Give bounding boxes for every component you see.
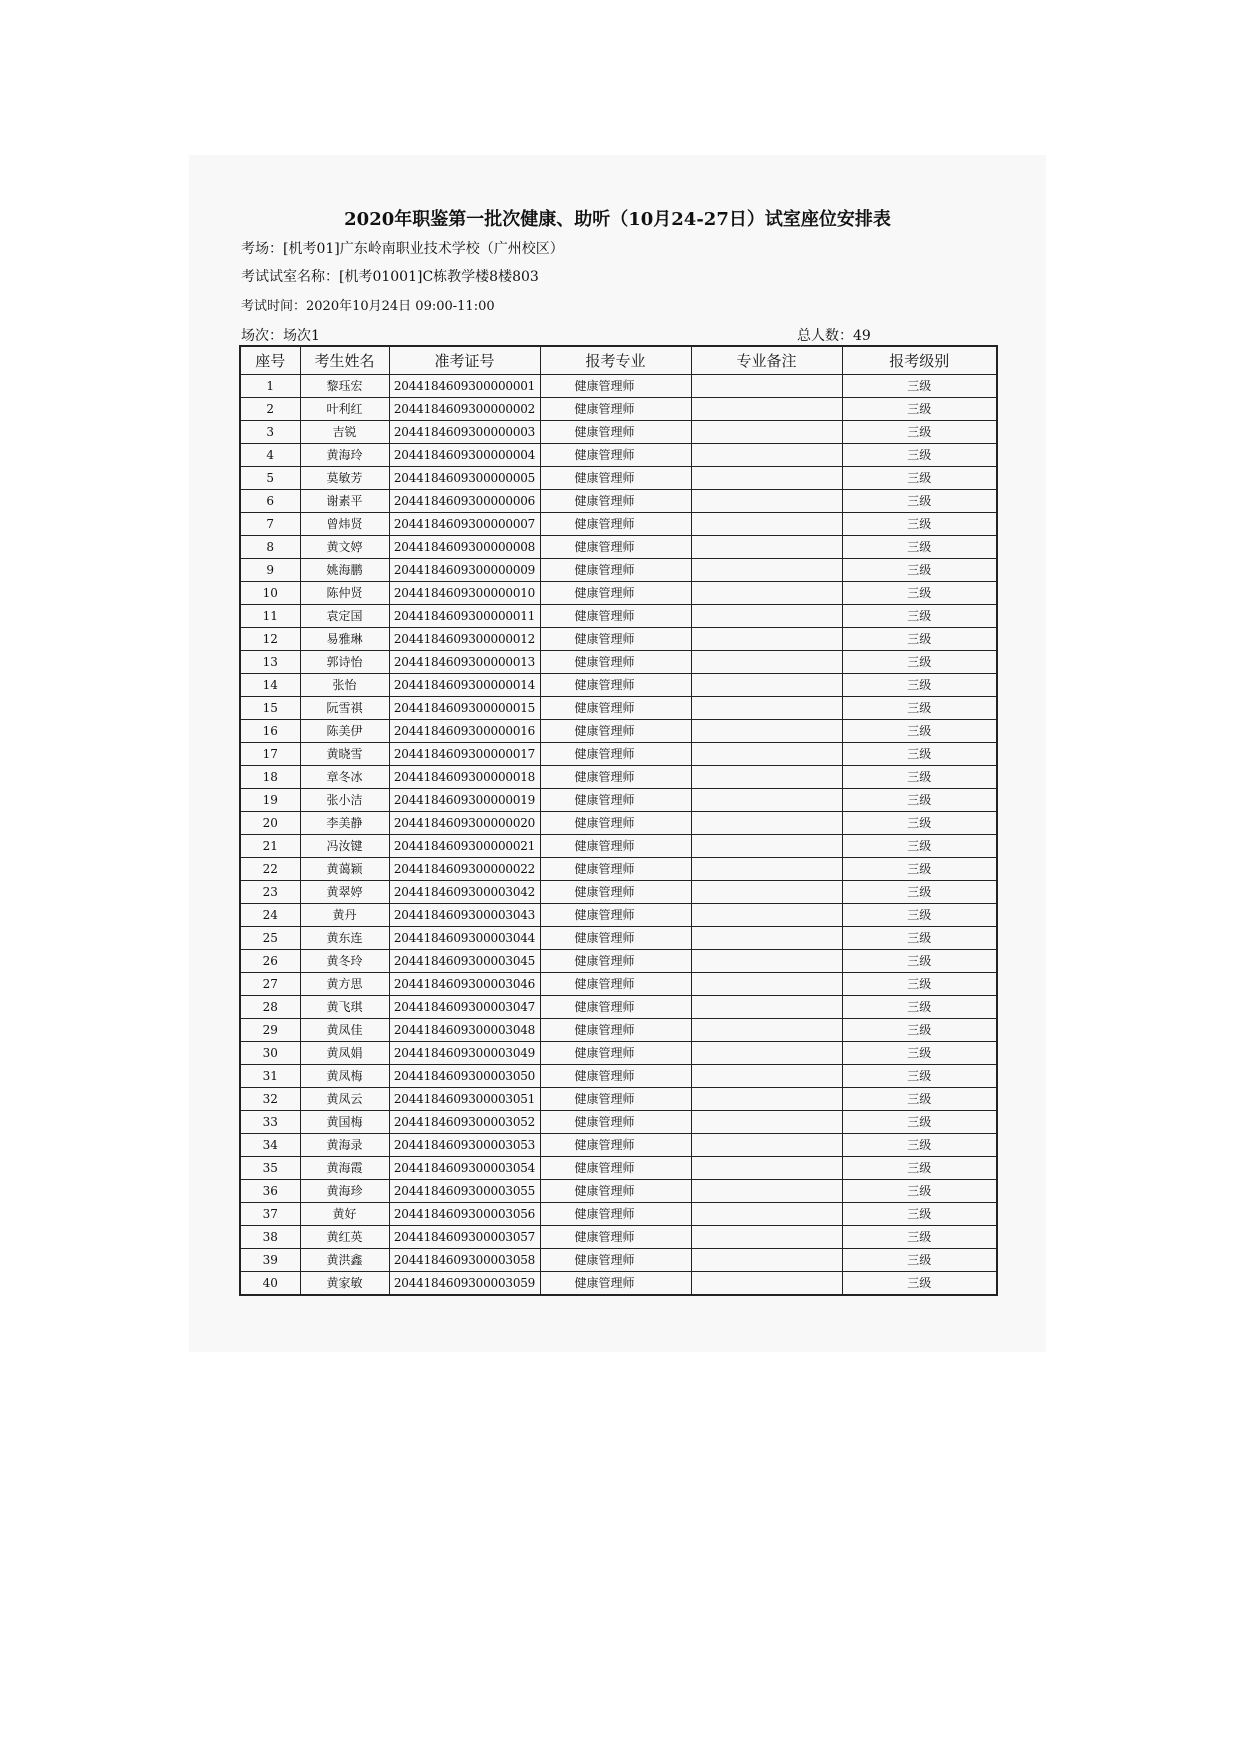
- ticket-number-cell: 2044184609300003048: [389, 1019, 540, 1042]
- candidate-name-cell: 袁定国: [300, 605, 389, 628]
- major-note-cell: [691, 720, 842, 743]
- table-row: [240, 1272, 997, 1296]
- seat-number-cell: 20: [240, 812, 300, 835]
- ticket-number-cell: 2044184609300003055: [389, 1180, 540, 1203]
- major-note-cell: [691, 1111, 842, 1134]
- level-cell: 三级: [842, 904, 997, 927]
- major-cell: 健康管理师: [540, 1249, 691, 1272]
- ticket-number-cell: 2044184609300003045: [389, 950, 540, 973]
- seat-number-cell: 4: [240, 444, 300, 467]
- candidate-name-cell: 吉锐: [300, 421, 389, 444]
- candidate-name-cell: 莫敏芳: [300, 467, 389, 490]
- seat-number-cell: 29: [240, 1019, 300, 1042]
- table-row: [240, 743, 997, 766]
- table-row: [240, 1157, 997, 1180]
- table-row: [240, 697, 997, 720]
- major-cell: 健康管理师: [540, 1111, 691, 1134]
- major-cell: 健康管理师: [540, 1065, 691, 1088]
- table-row: [240, 789, 997, 812]
- level-cell: 三级: [842, 375, 997, 398]
- candidate-name-cell: 黄海珍: [300, 1180, 389, 1203]
- candidate-name-cell: 黄飞琪: [300, 996, 389, 1019]
- ticket-number-cell: 2044184609300000016: [389, 720, 540, 743]
- major-note-cell: [691, 1157, 842, 1180]
- candidate-name-cell: 黄海玲: [300, 444, 389, 467]
- table-header-row: [240, 346, 997, 375]
- major-cell: 健康管理师: [540, 1019, 691, 1042]
- major-note-cell: [691, 1226, 842, 1249]
- total-count: 总人数：49: [797, 328, 871, 344]
- seat-number-cell: 12: [240, 628, 300, 651]
- major-cell: 健康管理师: [540, 1226, 691, 1249]
- major-note-cell: [691, 513, 842, 536]
- table-row: [240, 1134, 997, 1157]
- candidate-name-cell: 黎珏宏: [300, 375, 389, 398]
- major-note-cell: [691, 950, 842, 973]
- major-note-cell: [691, 1088, 842, 1111]
- seat-number-cell: 13: [240, 651, 300, 674]
- major-note-cell: [691, 697, 842, 720]
- ticket-number-cell: 2044184609300000012: [389, 628, 540, 651]
- ticket-number-cell: 2044184609300003058: [389, 1249, 540, 1272]
- ticket-number-cell: 2044184609300000021: [389, 835, 540, 858]
- seat-number-cell: 37: [240, 1203, 300, 1226]
- seat-number-cell: 19: [240, 789, 300, 812]
- level-cell: 三级: [842, 812, 997, 835]
- major-note-cell: [691, 1180, 842, 1203]
- major-cell: 健康管理师: [540, 582, 691, 605]
- candidate-name-cell: 郭诗怡: [300, 651, 389, 674]
- major-cell: 健康管理师: [540, 375, 691, 398]
- candidate-name-cell: 黄海霞: [300, 1157, 389, 1180]
- seat-number-cell: 8: [240, 536, 300, 559]
- candidate-name-cell: 李美静: [300, 812, 389, 835]
- level-cell: 三级: [842, 513, 997, 536]
- candidate-name-cell: 黄文婷: [300, 536, 389, 559]
- candidate-name-cell: 黄洪鑫: [300, 1249, 389, 1272]
- ticket-number-cell: 2044184609300000022: [389, 858, 540, 881]
- table-row: [240, 904, 997, 927]
- major-cell: 健康管理师: [540, 766, 691, 789]
- seat-number-cell: 30: [240, 1042, 300, 1065]
- level-cell: 三级: [842, 1134, 997, 1157]
- level-cell: 三级: [842, 1203, 997, 1226]
- level-cell: 三级: [842, 835, 997, 858]
- header-seat: 座号: [240, 346, 300, 375]
- level-cell: 三级: [842, 1157, 997, 1180]
- major-cell: 健康管理师: [540, 720, 691, 743]
- ticket-number-cell: 2044184609300003050: [389, 1065, 540, 1088]
- major-note-cell: [691, 812, 842, 835]
- candidate-name-cell: 陈仲贤: [300, 582, 389, 605]
- ticket-number-cell: 2044184609300003042: [389, 881, 540, 904]
- ticket-number-cell: 2044184609300003043: [389, 904, 540, 927]
- header-major: 报考专业: [540, 346, 691, 375]
- ticket-number-cell: 2044184609300000015: [389, 697, 540, 720]
- ticket-number-cell: 2044184609300003046: [389, 973, 540, 996]
- seat-number-cell: 33: [240, 1111, 300, 1134]
- seat-number-cell: 28: [240, 996, 300, 1019]
- table-row: [240, 513, 997, 536]
- level-cell: 三级: [842, 973, 997, 996]
- document-page: [189, 155, 1046, 1352]
- level-cell: 三级: [842, 444, 997, 467]
- major-cell: 健康管理师: [540, 1042, 691, 1065]
- major-cell: 健康管理师: [540, 605, 691, 628]
- major-cell: 健康管理师: [540, 927, 691, 950]
- major-cell: 健康管理师: [540, 467, 691, 490]
- level-cell: 三级: [842, 651, 997, 674]
- ticket-number-cell: 2044184609300000010: [389, 582, 540, 605]
- seat-number-cell: 15: [240, 697, 300, 720]
- level-cell: 三级: [842, 1065, 997, 1088]
- major-note-cell: [691, 421, 842, 444]
- candidate-name-cell: 张小洁: [300, 789, 389, 812]
- major-cell: 健康管理师: [540, 1134, 691, 1157]
- exam-venue: 考场：[机考01]广东岭南职业技术学校（广州校区）: [241, 241, 564, 257]
- candidate-name-cell: 易雅琳: [300, 628, 389, 651]
- table-row: [240, 950, 997, 973]
- ticket-number-cell: 2044184609300003054: [389, 1157, 540, 1180]
- major-cell: 健康管理师: [540, 812, 691, 835]
- major-note-cell: [691, 674, 842, 697]
- ticket-number-cell: 2044184609300000006: [389, 490, 540, 513]
- ticket-number-cell: 2044184609300003053: [389, 1134, 540, 1157]
- level-cell: 三级: [842, 1180, 997, 1203]
- level-cell: 三级: [842, 628, 997, 651]
- level-cell: 三级: [842, 490, 997, 513]
- seat-number-cell: 1: [240, 375, 300, 398]
- seat-number-cell: 3: [240, 421, 300, 444]
- major-note-cell: [691, 375, 842, 398]
- ticket-number-cell: 2044184609300003049: [389, 1042, 540, 1065]
- ticket-number-cell: 2044184609300000004: [389, 444, 540, 467]
- level-cell: 三级: [842, 1088, 997, 1111]
- seat-number-cell: 39: [240, 1249, 300, 1272]
- major-cell: 健康管理师: [540, 559, 691, 582]
- candidate-name-cell: 阮雪祺: [300, 697, 389, 720]
- major-cell: 健康管理师: [540, 904, 691, 927]
- table-row: [240, 812, 997, 835]
- seat-number-cell: 38: [240, 1226, 300, 1249]
- candidate-name-cell: 黄凤佳: [300, 1019, 389, 1042]
- table-row: [240, 444, 997, 467]
- major-cell: 健康管理师: [540, 950, 691, 973]
- table-row: [240, 973, 997, 996]
- seat-number-cell: 9: [240, 559, 300, 582]
- seat-number-cell: 22: [240, 858, 300, 881]
- seat-number-cell: 32: [240, 1088, 300, 1111]
- seat-number-cell: 10: [240, 582, 300, 605]
- header-ticket-number: 准考证号: [389, 346, 540, 375]
- seat-number-cell: 7: [240, 513, 300, 536]
- major-cell: 健康管理师: [540, 1203, 691, 1226]
- major-cell: 健康管理师: [540, 628, 691, 651]
- candidate-name-cell: 黄海录: [300, 1134, 389, 1157]
- table-row: [240, 1180, 997, 1203]
- major-cell: 健康管理师: [540, 398, 691, 421]
- table-row: [240, 766, 997, 789]
- major-note-cell: [691, 444, 842, 467]
- seat-number-cell: 26: [240, 950, 300, 973]
- seat-number-cell: 17: [240, 743, 300, 766]
- candidate-name-cell: 黄冬玲: [300, 950, 389, 973]
- seat-number-cell: 34: [240, 1134, 300, 1157]
- table-row: [240, 1042, 997, 1065]
- level-cell: 三级: [842, 743, 997, 766]
- major-note-cell: [691, 858, 842, 881]
- table-row: [240, 398, 997, 421]
- major-cell: 健康管理师: [540, 490, 691, 513]
- level-cell: 三级: [842, 858, 997, 881]
- seat-number-cell: 27: [240, 973, 300, 996]
- candidate-name-cell: 谢素平: [300, 490, 389, 513]
- ticket-number-cell: 2044184609300000017: [389, 743, 540, 766]
- seat-number-cell: 16: [240, 720, 300, 743]
- table-row: [240, 490, 997, 513]
- candidate-name-cell: 黄好: [300, 1203, 389, 1226]
- level-cell: 三级: [842, 1272, 997, 1296]
- table-row: [240, 881, 997, 904]
- major-cell: 健康管理师: [540, 743, 691, 766]
- level-cell: 三级: [842, 1226, 997, 1249]
- header-major-note: 专业备注: [691, 346, 842, 375]
- ticket-number-cell: 2044184609300003047: [389, 996, 540, 1019]
- ticket-number-cell: 2044184609300000018: [389, 766, 540, 789]
- exam-session: 场次：场次1: [241, 328, 320, 344]
- table-row: [240, 996, 997, 1019]
- candidate-name-cell: 黄东连: [300, 927, 389, 950]
- ticket-number-cell: 2044184609300000005: [389, 467, 540, 490]
- seat-number-cell: 25: [240, 927, 300, 950]
- table-row: [240, 720, 997, 743]
- candidate-name-cell: 张怡: [300, 674, 389, 697]
- level-cell: 三级: [842, 398, 997, 421]
- ticket-number-cell: 2044184609300000011: [389, 605, 540, 628]
- seat-number-cell: 21: [240, 835, 300, 858]
- ticket-number-cell: 2044184609300000009: [389, 559, 540, 582]
- ticket-number-cell: 2044184609300003044: [389, 927, 540, 950]
- major-note-cell: [691, 651, 842, 674]
- major-note-cell: [691, 605, 842, 628]
- major-note-cell: [691, 1272, 842, 1296]
- major-cell: 健康管理师: [540, 881, 691, 904]
- candidate-name-cell: 叶利红: [300, 398, 389, 421]
- table-row: [240, 536, 997, 559]
- major-note-cell: [691, 1134, 842, 1157]
- ticket-number-cell: 2044184609300000019: [389, 789, 540, 812]
- table-row: [240, 628, 997, 651]
- major-note-cell: [691, 1249, 842, 1272]
- candidate-name-cell: 黄晓雪: [300, 743, 389, 766]
- table-row: [240, 858, 997, 881]
- table-row: [240, 1203, 997, 1226]
- major-cell: 健康管理师: [540, 1180, 691, 1203]
- level-cell: 三级: [842, 1111, 997, 1134]
- level-cell: 三级: [842, 605, 997, 628]
- seat-number-cell: 11: [240, 605, 300, 628]
- candidate-name-cell: 姚海鹏: [300, 559, 389, 582]
- seat-number-cell: 40: [240, 1272, 300, 1296]
- level-cell: 三级: [842, 582, 997, 605]
- seat-number-cell: 2: [240, 398, 300, 421]
- table-row: [240, 674, 997, 697]
- seat-number-cell: 18: [240, 766, 300, 789]
- candidate-name-cell: 黄凤云: [300, 1088, 389, 1111]
- table-row: [240, 559, 997, 582]
- ticket-number-cell: 2044184609300000007: [389, 513, 540, 536]
- table-row: [240, 927, 997, 950]
- table-row: [240, 375, 997, 398]
- candidate-name-cell: 冯汝键: [300, 835, 389, 858]
- candidate-name-cell: 黄家敏: [300, 1272, 389, 1296]
- candidate-name-cell: 黄凤娟: [300, 1042, 389, 1065]
- ticket-number-cell: 2044184609300000020: [389, 812, 540, 835]
- candidate-name-cell: 曾炜贤: [300, 513, 389, 536]
- seat-number-cell: 35: [240, 1157, 300, 1180]
- major-note-cell: [691, 904, 842, 927]
- page-title: 2020年职鉴第一批次健康、助听（10月24-27日）试室座位安排表: [344, 209, 891, 230]
- level-cell: 三级: [842, 720, 997, 743]
- ticket-number-cell: 2044184609300000003: [389, 421, 540, 444]
- major-note-cell: [691, 743, 842, 766]
- major-cell: 健康管理师: [540, 421, 691, 444]
- major-cell: 健康管理师: [540, 1157, 691, 1180]
- major-note-cell: [691, 490, 842, 513]
- major-note-cell: [691, 927, 842, 950]
- ticket-number-cell: 2044184609300003051: [389, 1088, 540, 1111]
- major-note-cell: [691, 582, 842, 605]
- level-cell: 三级: [842, 536, 997, 559]
- candidate-name-cell: 陈美伊: [300, 720, 389, 743]
- major-note-cell: [691, 973, 842, 996]
- table-row: [240, 1249, 997, 1272]
- major-cell: 健康管理师: [540, 973, 691, 996]
- table-row: [240, 1065, 997, 1088]
- header-level: 报考级别: [842, 346, 997, 375]
- major-note-cell: [691, 789, 842, 812]
- exam-time: 考试时间：2020年10月24日 09:00-11:00: [241, 299, 495, 314]
- seat-number-cell: 23: [240, 881, 300, 904]
- major-note-cell: [691, 1019, 842, 1042]
- major-cell: 健康管理师: [540, 789, 691, 812]
- level-cell: 三级: [842, 1249, 997, 1272]
- major-cell: 健康管理师: [540, 697, 691, 720]
- seat-arrangement-table: [239, 345, 998, 1296]
- level-cell: 三级: [842, 559, 997, 582]
- major-cell: 健康管理师: [540, 674, 691, 697]
- candidate-name-cell: 黄国梅: [300, 1111, 389, 1134]
- major-note-cell: [691, 536, 842, 559]
- major-cell: 健康管理师: [540, 651, 691, 674]
- major-cell: 健康管理师: [540, 835, 691, 858]
- table-row: [240, 1088, 997, 1111]
- table-row: [240, 582, 997, 605]
- major-cell: 健康管理师: [540, 858, 691, 881]
- candidate-name-cell: 黄凤梅: [300, 1065, 389, 1088]
- level-cell: 三级: [842, 996, 997, 1019]
- seat-number-cell: 24: [240, 904, 300, 927]
- table-row: [240, 1111, 997, 1134]
- ticket-number-cell: 2044184609300003059: [389, 1272, 540, 1296]
- candidate-name-cell: 黄红英: [300, 1226, 389, 1249]
- major-cell: 健康管理师: [540, 996, 691, 1019]
- ticket-number-cell: 2044184609300000008: [389, 536, 540, 559]
- major-note-cell: [691, 1065, 842, 1088]
- table-row: [240, 1226, 997, 1249]
- major-note-cell: [691, 559, 842, 582]
- major-cell: 健康管理师: [540, 444, 691, 467]
- table-body: [240, 375, 997, 1296]
- ticket-number-cell: 2044184609300000002: [389, 398, 540, 421]
- ticket-number-cell: 2044184609300003057: [389, 1226, 540, 1249]
- level-cell: 三级: [842, 697, 997, 720]
- level-cell: 三级: [842, 1042, 997, 1065]
- candidate-name-cell: 黄蔼颖: [300, 858, 389, 881]
- table-row: [240, 835, 997, 858]
- level-cell: 三级: [842, 1019, 997, 1042]
- major-note-cell: [691, 766, 842, 789]
- major-cell: 健康管理师: [540, 536, 691, 559]
- seat-number-cell: 36: [240, 1180, 300, 1203]
- ticket-number-cell: 2044184609300000014: [389, 674, 540, 697]
- major-note-cell: [691, 1042, 842, 1065]
- ticket-number-cell: 2044184609300003052: [389, 1111, 540, 1134]
- candidate-name-cell: 黄丹: [300, 904, 389, 927]
- major-cell: 健康管理师: [540, 513, 691, 536]
- candidate-name-cell: 黄方思: [300, 973, 389, 996]
- level-cell: 三级: [842, 950, 997, 973]
- candidate-name-cell: 黄翠婷: [300, 881, 389, 904]
- major-note-cell: [691, 835, 842, 858]
- seat-number-cell: 5: [240, 467, 300, 490]
- level-cell: 三级: [842, 674, 997, 697]
- table-row: [240, 467, 997, 490]
- major-note-cell: [691, 467, 842, 490]
- header-name: 考生姓名: [300, 346, 389, 375]
- level-cell: 三级: [842, 881, 997, 904]
- table-row: [240, 421, 997, 444]
- level-cell: 三级: [842, 789, 997, 812]
- ticket-number-cell: 2044184609300000001: [389, 375, 540, 398]
- table-row: [240, 605, 997, 628]
- major-cell: 健康管理师: [540, 1272, 691, 1296]
- table-row: [240, 651, 997, 674]
- exam-room-name: 考试试室名称：[机考01001]C栋教学楼8楼803: [241, 269, 539, 285]
- seat-number-cell: 6: [240, 490, 300, 513]
- level-cell: 三级: [842, 766, 997, 789]
- level-cell: 三级: [842, 467, 997, 490]
- major-cell: 健康管理师: [540, 1088, 691, 1111]
- seat-number-cell: 14: [240, 674, 300, 697]
- candidate-name-cell: 章冬冰: [300, 766, 389, 789]
- ticket-number-cell: 2044184609300003056: [389, 1203, 540, 1226]
- seat-number-cell: 31: [240, 1065, 300, 1088]
- ticket-number-cell: 2044184609300000013: [389, 651, 540, 674]
- major-note-cell: [691, 628, 842, 651]
- level-cell: 三级: [842, 927, 997, 950]
- major-note-cell: [691, 881, 842, 904]
- major-note-cell: [691, 1203, 842, 1226]
- major-note-cell: [691, 996, 842, 1019]
- table-row: [240, 1019, 997, 1042]
- level-cell: 三级: [842, 421, 997, 444]
- major-note-cell: [691, 398, 842, 421]
